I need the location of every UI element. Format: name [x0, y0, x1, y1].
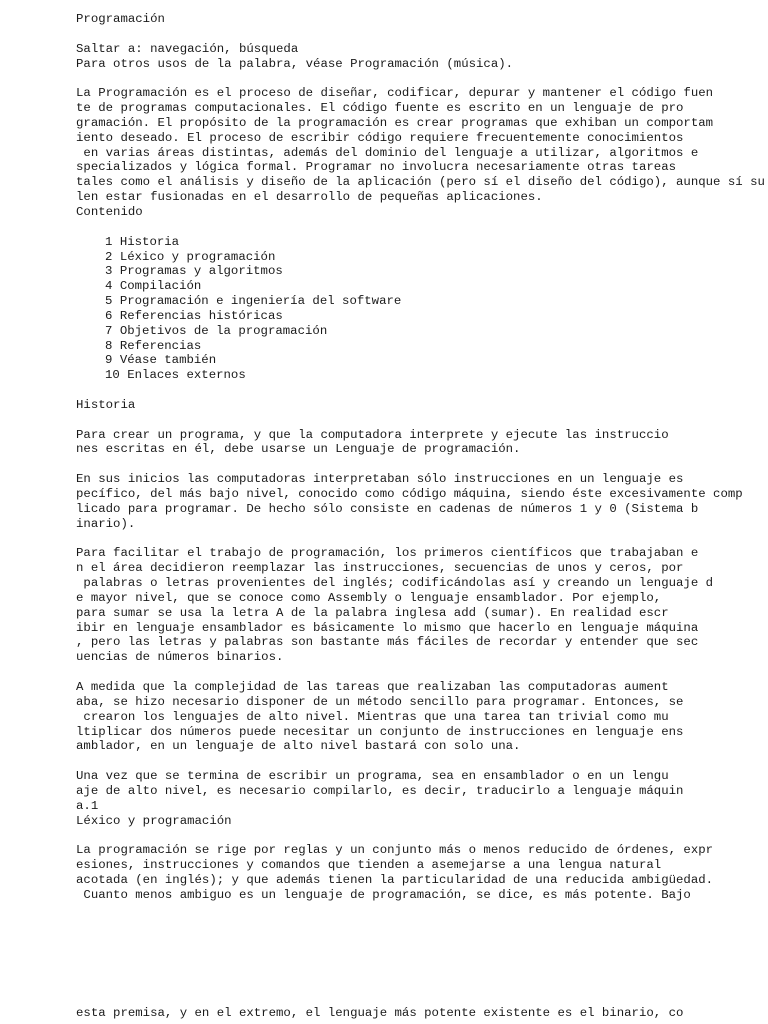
- next-page-fragment: [76, 1006, 768, 1021]
- historia-paragraph-4: [76, 680, 768, 754]
- table-of-contents: [76, 235, 768, 383]
- historia-paragraph-3: [76, 546, 768, 665]
- text-line: aje de alto nivel, es necesario compilarlo, es decir, traducirlo a lenguaje máquin: [76, 783, 684, 798]
- text-line: iento deseado. El proceso de escribir código requiere frecuentemente conocimientos: [76, 130, 684, 145]
- text-line: Para crear un programa, y que la computadora interprete y ejecute las instruccio: [76, 427, 669, 442]
- toc-item-lexico[interactable]: 2 Léxico y programación: [105, 249, 276, 264]
- toc-item-objetivos[interactable]: 7 Objetivos de la programación: [105, 323, 328, 338]
- text-line: crearon los lenguajes de alto nivel. Mientras que una tarea tan trivial como mu: [76, 709, 669, 724]
- text-line: En sus inicios las computadoras interpretaban sólo instrucciones en un lenguaje es: [76, 472, 684, 487]
- text-line: Cuanto menos ambiguo es un lenguaje de programación, se dice, es más potente. Bajo: [76, 887, 691, 902]
- text-line: te de programas computacionales. El código fuente es escrito en un lenguaje de pro: [76, 101, 684, 116]
- section-heading-historia: Historia: [76, 397, 136, 412]
- jump-links[interactable]: Saltar a: navegación, búsqueda: [76, 41, 299, 56]
- historia-paragraph-2: [76, 472, 768, 531]
- text-line: specializados y lógica formal. Programar no involucra necesariamente otras tareas: [76, 160, 677, 175]
- text-line: acotada (en inglés); y que además tienen la particularidad de una reducida ambigüedad.: [76, 872, 714, 887]
- text-line: A medida que la complejidad de las tareas que realizaban las computadoras aument: [76, 679, 669, 694]
- toc-item-referencias-historicas[interactable]: 6 Referencias históricas: [105, 308, 283, 323]
- contents-heading: Contenido: [76, 204, 143, 219]
- page-title: Programación: [76, 12, 165, 26]
- text-line: n el área decidieron reemplazar las instrucciones, secuencias de unos y ceros, por: [76, 561, 684, 576]
- text-line: Para facilitar el trabajo de programación, los primeros científicos que trabajaban e: [76, 546, 699, 561]
- text-line: ibir en lenguaje ensamblador es básicamente lo mismo que hacerlo en lenguaje máquina: [76, 620, 699, 635]
- text-line: amblador, en un lenguaje de alto nivel bastará con solo una.: [76, 739, 521, 754]
- text-line: , pero las letras y palabras son bastante más fáciles de recordar y entender que sec: [76, 635, 699, 650]
- historia-paragraph-5: [76, 769, 768, 814]
- toc-item-historia[interactable]: 1 Historia: [105, 234, 180, 249]
- toc-item-ingenieria[interactable]: 5 Programación e ingeniería del software: [105, 294, 402, 309]
- text-line: len estar fusionadas en el desarrollo de pequeñas aplicaciones.: [76, 190, 543, 205]
- text-line: palabras o letras provenientes del inglés; codificándolas así y creando un lenguaje d: [76, 576, 714, 591]
- text-line: para sumar se usa la letra A de la palabra inglesa add (sumar). En realidad escr: [76, 605, 669, 620]
- section-heading-lexico: Léxico y programación: [76, 813, 232, 828]
- document-body: [76, 12, 768, 903]
- text-line: nes escritas en él, debe usarse un Lenguaje de programación.: [76, 442, 521, 457]
- text-line: uencias de números binarios.: [76, 650, 284, 665]
- text-line: tales como el análisis y diseño de la aplicación (pero sí el diseño del código), aunque sí su: [76, 175, 765, 190]
- intro-paragraph: [76, 86, 768, 205]
- text-line: ltiplicar dos números puede necesitar un conjunto de instrucciones en lenguaje ens: [76, 724, 684, 739]
- toc-item-compilacion[interactable]: 4 Compilación: [105, 279, 202, 294]
- text-line: en varias áreas distintas, además del dominio del lenguaje a utilizar, algoritmos e: [76, 145, 699, 160]
- historia-paragraph-1: [76, 428, 768, 458]
- other-uses-note: Para otros usos de la palabra, véase Programación (música).: [76, 56, 514, 71]
- text-line: La Programación es el proceso de diseñar, codificar, depurar y mantener el código fuen: [76, 86, 714, 101]
- text-line: aba, se hizo necesario disponer de un método sencillo para programar. Entonces, se: [76, 694, 684, 709]
- text-line: Una vez que se termina de escribir un programa, sea en ensamblador o en un lengu: [76, 769, 669, 784]
- lexico-paragraph-1: [76, 843, 768, 902]
- text-line: La programación se rige por reglas y un conjunto más o menos reducido de órdenes, expr: [76, 843, 714, 858]
- text-line: e mayor nivel, que se conoce como Assembly o lenguaje ensamblador. Por ejemplo,: [76, 590, 662, 605]
- text-line: pecífico, del más bajo nivel, conocido como código máquina, siendo éste excesivamente comp: [76, 487, 743, 501]
- toc-item-programas[interactable]: 3 Programas y algoritmos: [105, 264, 283, 279]
- toc-item-referencias[interactable]: 8 Referencias: [105, 338, 202, 353]
- text-line: a.1: [76, 798, 99, 813]
- text-line: inario).: [76, 516, 136, 531]
- toc-item-vease-tambien[interactable]: 9 Véase también: [105, 353, 217, 368]
- text-line: gramación. El propósito de la programación es crear programas que exhiban un comportam: [76, 115, 714, 130]
- text-line: esta premisa, y en el extremo, el lenguaje más potente existente es el binario, co: [76, 1006, 684, 1020]
- text-line: licado para programar. De hecho sólo consiste en cadenas de números 1 y 0 (Sistema b: [76, 501, 699, 516]
- text-line: esiones, instrucciones y comandos que tienden a asemejarse a una lengua natural: [76, 858, 662, 873]
- toc-item-enlaces-externos[interactable]: 10 Enlaces externos: [105, 368, 246, 383]
